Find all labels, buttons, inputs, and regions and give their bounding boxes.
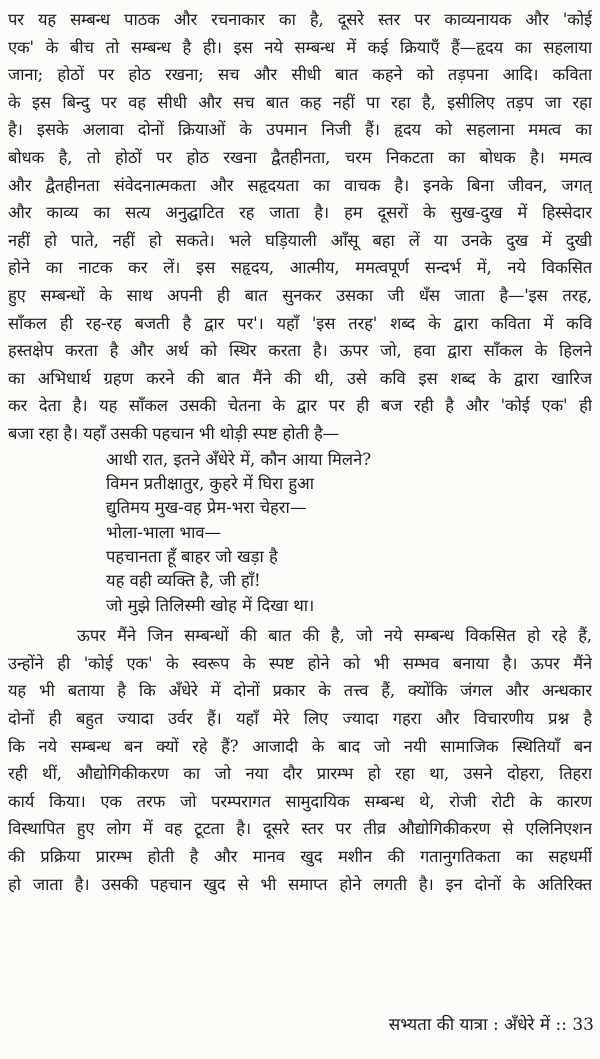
text-line: और काव्य का सत्य अनुद्घाटित रह जाता है। हम दूसरों के सुख-दुख में हिस्सेदार [8,203,592,223]
poem-line: आधी रात, इतने अँधेरे में, कौन आया मिलने? [106,449,372,469]
running-title: सभ्यता की यात्रा : अँधेरे में :: [388,1015,567,1035]
page-text [8,6,592,898]
text-line: हस्तक्षेप करता है और अर्थ को स्थिर करता है। ऊपर जो, हवा द्वारा साँकल के हिलने [8,341,592,361]
text-line: बजा रहा है। यहाँ उसकी पहचान भी थोड़ी स्पष्ट होती है— [8,423,339,443]
text-line: कार्य किया। एक तरफ जो परम्परागत सामुदायिक सम्बन्ध थे, रोजी रोटी के कारण [8,791,592,811]
page-number: 33 [572,1015,594,1035]
text-line: कर देता है। यह साँकल उसकी चेतना के द्वार पर ही बज रही है और 'कोई एक' ही [8,396,592,416]
text-line: एक' के बीच तो सम्बन्ध है ही। इस नये सम्बन्ध में कई क्रियाएँ हैं—हृदय का सहलाया [8,37,592,57]
poem-line: द्युतिमय मुख-वह प्रेम-भरा चेहरा— [106,498,307,518]
text-line: यह भी बताया है कि अँधेरे में दोनों प्रकार के तत्त्व हैं, क्योंकि जंगल और अन्धकार [8,681,592,701]
text-line: के इस बिन्दु पर वह सीधी और सच बात कह नहीं पा रहा है, इसीलिए तड़प जा रहा [8,92,592,112]
poem-line: यह वही व्यक्ति है, जी हाँ! [106,571,261,591]
text-line: हो जाता है। उसकी पहचान खुद से भी समाप्त होने लगती है। इन दोनों के अतिरिक्त [8,874,592,894]
paragraph-1 [8,6,592,448]
page-footer [389,1012,594,1035]
poem-line: भोला-भाला भाव— [106,522,222,542]
text-line: नहीं हो पाते, नहीं हो सकते। भले घड़ियाली आँसू बहा लें या उनके दुख में दुखी [8,230,592,250]
text-line: बोधक है, तो होठों पर होठ रखना द्वैतहीनता, चरम निकटता का बोधक है। ममत्व [8,147,592,167]
paragraph-2 [8,622,592,898]
poem-line: विमन प्रतीक्षातुर, कुहरे में घिरा हुआ [106,473,314,493]
text-line: और द्वैतहीनता संवेदनात्मकता और सहृदयता का वाचक है। इनके बिना जीवन, जगत् [8,175,592,195]
text-line: हुए सम्बन्धों के साथ अपनी ही बात सुनकर उसका जी धँस जाता है—'इस तरह, [8,285,592,305]
poem-line: जो मुझे तिलिस्मी खोह में दिखा था। [106,595,315,615]
poem-quote [8,448,592,619]
text-line: दोनों ही बहुत ज्यादा उर्वर हैं। यहाँ मेरे लिए ज्यादा गहरा और विचारणीय प्रश्न है [8,709,592,729]
poem-line: पहचानता हूँ बाहर जो खड़ा है [106,547,278,567]
text-line: ऊपर मैंने जिन सम्बन्धों की बात की है, जो नये सम्बन्ध विकसित हो रहे हैं, [8,626,592,646]
text-line: जाना; होठों पर होठ रखना; सच और सीधी बात कहने को तड़पना आदि। कविता [8,65,592,85]
text-line: की प्रक्रिया प्रारम्भ होती है और मानव खुद मशीन की गतानुगतिकता का सहधर्मी [8,846,592,866]
text-line: उन्होंने ही 'कोई एक' के स्वरूप के स्पष्ट होने को भी सम्भव बनाया है। ऊपर मैंने [8,653,592,673]
text-line: विस्थापित हुए लोग में वह टूटता है। दूसरे स्तर पर तीव्र औद्योगिकीकरण से एलिनिएशन [8,819,592,839]
text-line: रही थीं, औद्योगिकीकरण का जो नया दौर प्रारम्भ हो रहा था, उसने दोहरा, तिहरा [8,764,592,784]
text-line: है। इसके अलावा दोनों क्रियाओं के उपमान निजी हैं। हृदय को सहलाना ममत्व का [8,120,592,140]
text-line: पर यह सम्बन्ध पाठक और रचनाकार का है, दूसरे स्तर पर काव्यनायक और 'कोई [8,10,592,29]
text-line: का अभिधार्थ ग्रहण करने की बात मैंने की थी, उसे कवि इस शब्द के द्वारा खारिज [8,368,592,388]
text-line: कि नये सम्बन्ध बन क्यों रहे हैं? आजादी के बाद जो नयी सामाजिक स्थितियाँ बन [8,736,592,756]
text-line: साँकल ही रह-रह बजती है द्वार पर'। यहाँ 'इस तरह' शब्द के द्वारा कविता में कवि [8,313,592,333]
text-line: होने का नाटक कर लें। इस सहृदय, आत्मीय, ममत्वपूर्ण सन्दर्भ में, नये विकसित [8,258,592,278]
